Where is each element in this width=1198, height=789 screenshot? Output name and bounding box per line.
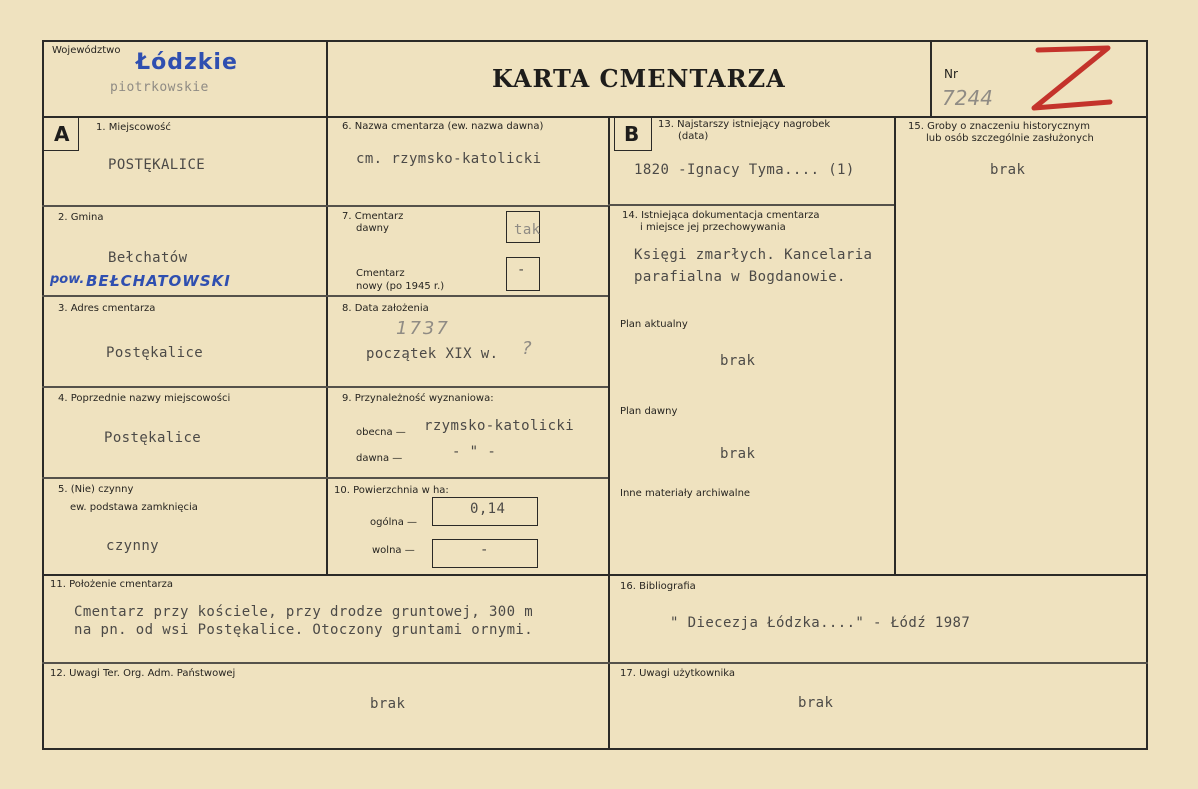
row-line-a3 bbox=[42, 386, 608, 388]
category-z-mark bbox=[1024, 42, 1116, 116]
field-10-wolna-label: wolna — bbox=[372, 545, 415, 556]
field-6-label: 6. Nazwa cmentarza (ew. nazwa dawna) bbox=[342, 121, 544, 132]
field-14-line2: parafialna w Bogdanowie. bbox=[634, 269, 846, 285]
wojewodztwo-stamp: Łódzkie bbox=[136, 50, 238, 75]
row-line-a4 bbox=[42, 477, 608, 479]
field-14-label2: i miejsce jej przechowywania bbox=[640, 222, 786, 233]
field-11-line1: Cmentarz przy kościele, przy drodze gruntowej, 300 m bbox=[74, 604, 534, 620]
row-line-b bbox=[42, 574, 1148, 576]
field-7-dawny-value: tak bbox=[514, 222, 541, 238]
field-9-obecna-label: obecna — bbox=[356, 427, 406, 438]
field-17-value: brak bbox=[798, 695, 834, 711]
header-divider-right bbox=[930, 40, 932, 117]
field-16-label: 16. Bibliografia bbox=[620, 581, 696, 592]
plan-aktualny-value: brak bbox=[720, 353, 756, 369]
card-title: KARTA CMENTARZA bbox=[492, 64, 786, 93]
inne-materialy-label: Inne materiały archiwalne bbox=[620, 488, 751, 499]
plan-dawny-label: Plan dawny bbox=[620, 406, 678, 417]
column-divider-2 bbox=[608, 116, 610, 750]
field-15-label: 15. Groby o znaczeniu historycznym bbox=[908, 121, 1090, 132]
field-14-line1: Księgi zmarłych. Kancelaria bbox=[634, 247, 873, 263]
frame-right-line bbox=[1146, 40, 1148, 750]
field-8-label: 8. Data założenia bbox=[342, 303, 429, 314]
field-9-obecna-value: rzymsko-katolicki bbox=[424, 418, 575, 434]
field-14-label: 14. Istniejąca dokumentacja cmentarza bbox=[622, 210, 820, 221]
header-divider-left bbox=[326, 40, 328, 117]
field-10-ogolna-label: ogólna — bbox=[370, 517, 418, 528]
field-13-label2: (data) bbox=[678, 131, 709, 142]
field-2-value: Bełchatów bbox=[108, 250, 188, 266]
field-12-label: 12. Uwagi Ter. Org. Adm. Państwowej bbox=[50, 668, 236, 679]
field-7-label4: nowy (po 1945 r.) bbox=[356, 281, 445, 292]
field-6-value: cm. rzymsko-katolicki bbox=[356, 151, 542, 167]
field-7-label3: Cmentarz bbox=[356, 268, 405, 279]
field-4-label: 4. Poprzednie nazwy miejscowości bbox=[58, 393, 231, 404]
field-12-value: brak bbox=[370, 696, 406, 712]
wojewodztwo-sub: piotrkowskie bbox=[110, 80, 209, 95]
plan-dawny-value: brak bbox=[720, 446, 756, 462]
field-4-value: Postękalice bbox=[104, 430, 202, 446]
field-9-dawna-value: - " - bbox=[452, 444, 497, 460]
field-13-label: 13. Najstarszy istniejący nagrobek bbox=[658, 119, 831, 130]
field-10-wolna-value: - bbox=[480, 542, 489, 558]
field-2-handwritten-value: BEŁCHATOWSKI bbox=[86, 272, 231, 290]
field-9-label: 9. Przynależność wyznaniowa: bbox=[342, 393, 494, 404]
row-line-c bbox=[42, 662, 1148, 664]
field-7-label: 7. Cmentarz bbox=[342, 211, 404, 222]
nr-label: Nr bbox=[944, 67, 958, 81]
field-1-value: POSTĘKALICE bbox=[108, 157, 206, 173]
field-5-label: 5. (Nie) czynny bbox=[58, 484, 134, 495]
section-b-letter: B bbox=[624, 122, 640, 146]
field-8-handwritten: 1737 bbox=[396, 318, 450, 339]
frame-bottom-line bbox=[42, 748, 1148, 750]
nr-value: 7244 bbox=[942, 86, 993, 110]
field-10-label: 10. Powierzchnia w ha: bbox=[334, 485, 449, 496]
field-5-value: czynny bbox=[106, 538, 159, 554]
column-divider-3 bbox=[894, 116, 896, 574]
row-line-a1 bbox=[42, 205, 608, 207]
field-13-value: 1820 -Ignacy Tyma.... (1) bbox=[634, 162, 855, 178]
field-5-label2: ew. podstawa zamknięcia bbox=[70, 502, 198, 513]
field-15-value: brak bbox=[990, 162, 1026, 178]
column-divider-1 bbox=[326, 116, 328, 574]
field-1-label: 1. Miejscowość bbox=[96, 122, 171, 133]
field-7-label2: dawny bbox=[356, 223, 389, 234]
plan-aktualny-label: Plan aktualny bbox=[620, 319, 688, 330]
row-line-a2 bbox=[42, 295, 608, 297]
field-3-value: Postękalice bbox=[106, 345, 204, 361]
field-17-label: 17. Uwagi użytkownika bbox=[620, 668, 736, 679]
field-15-label2: lub osób szczególnie zasłużonych bbox=[926, 133, 1094, 144]
row-line-13 bbox=[608, 204, 894, 206]
frame-top-line bbox=[42, 40, 1148, 42]
header-bottom-line bbox=[42, 116, 1148, 118]
field-2-handwritten-prefix: pow. bbox=[50, 272, 85, 287]
field-10-ogolna-value: 0,14 bbox=[470, 501, 506, 517]
field-11-line2: na pn. od wsi Postękalice. Otoczony gruntami ornymi. bbox=[74, 622, 534, 638]
field-8-value: początek XIX w. bbox=[366, 346, 499, 362]
field-2-label: 2. Gmina bbox=[58, 212, 104, 223]
field-9-dawna-label: dawna — bbox=[356, 453, 403, 464]
field-3-label: 3. Adres cmentarza bbox=[58, 303, 156, 314]
section-a-letter: A bbox=[54, 122, 70, 146]
wojewodztwo-label: Województwo bbox=[52, 45, 121, 56]
field-8-hand-mark: ? bbox=[522, 338, 532, 359]
field-7-nowy-value: - bbox=[517, 262, 526, 278]
field-11-label: 11. Położenie cmentarza bbox=[50, 579, 173, 590]
field-16-value: " Diecezja Łódzka...." - Łódź 1987 bbox=[670, 615, 971, 631]
